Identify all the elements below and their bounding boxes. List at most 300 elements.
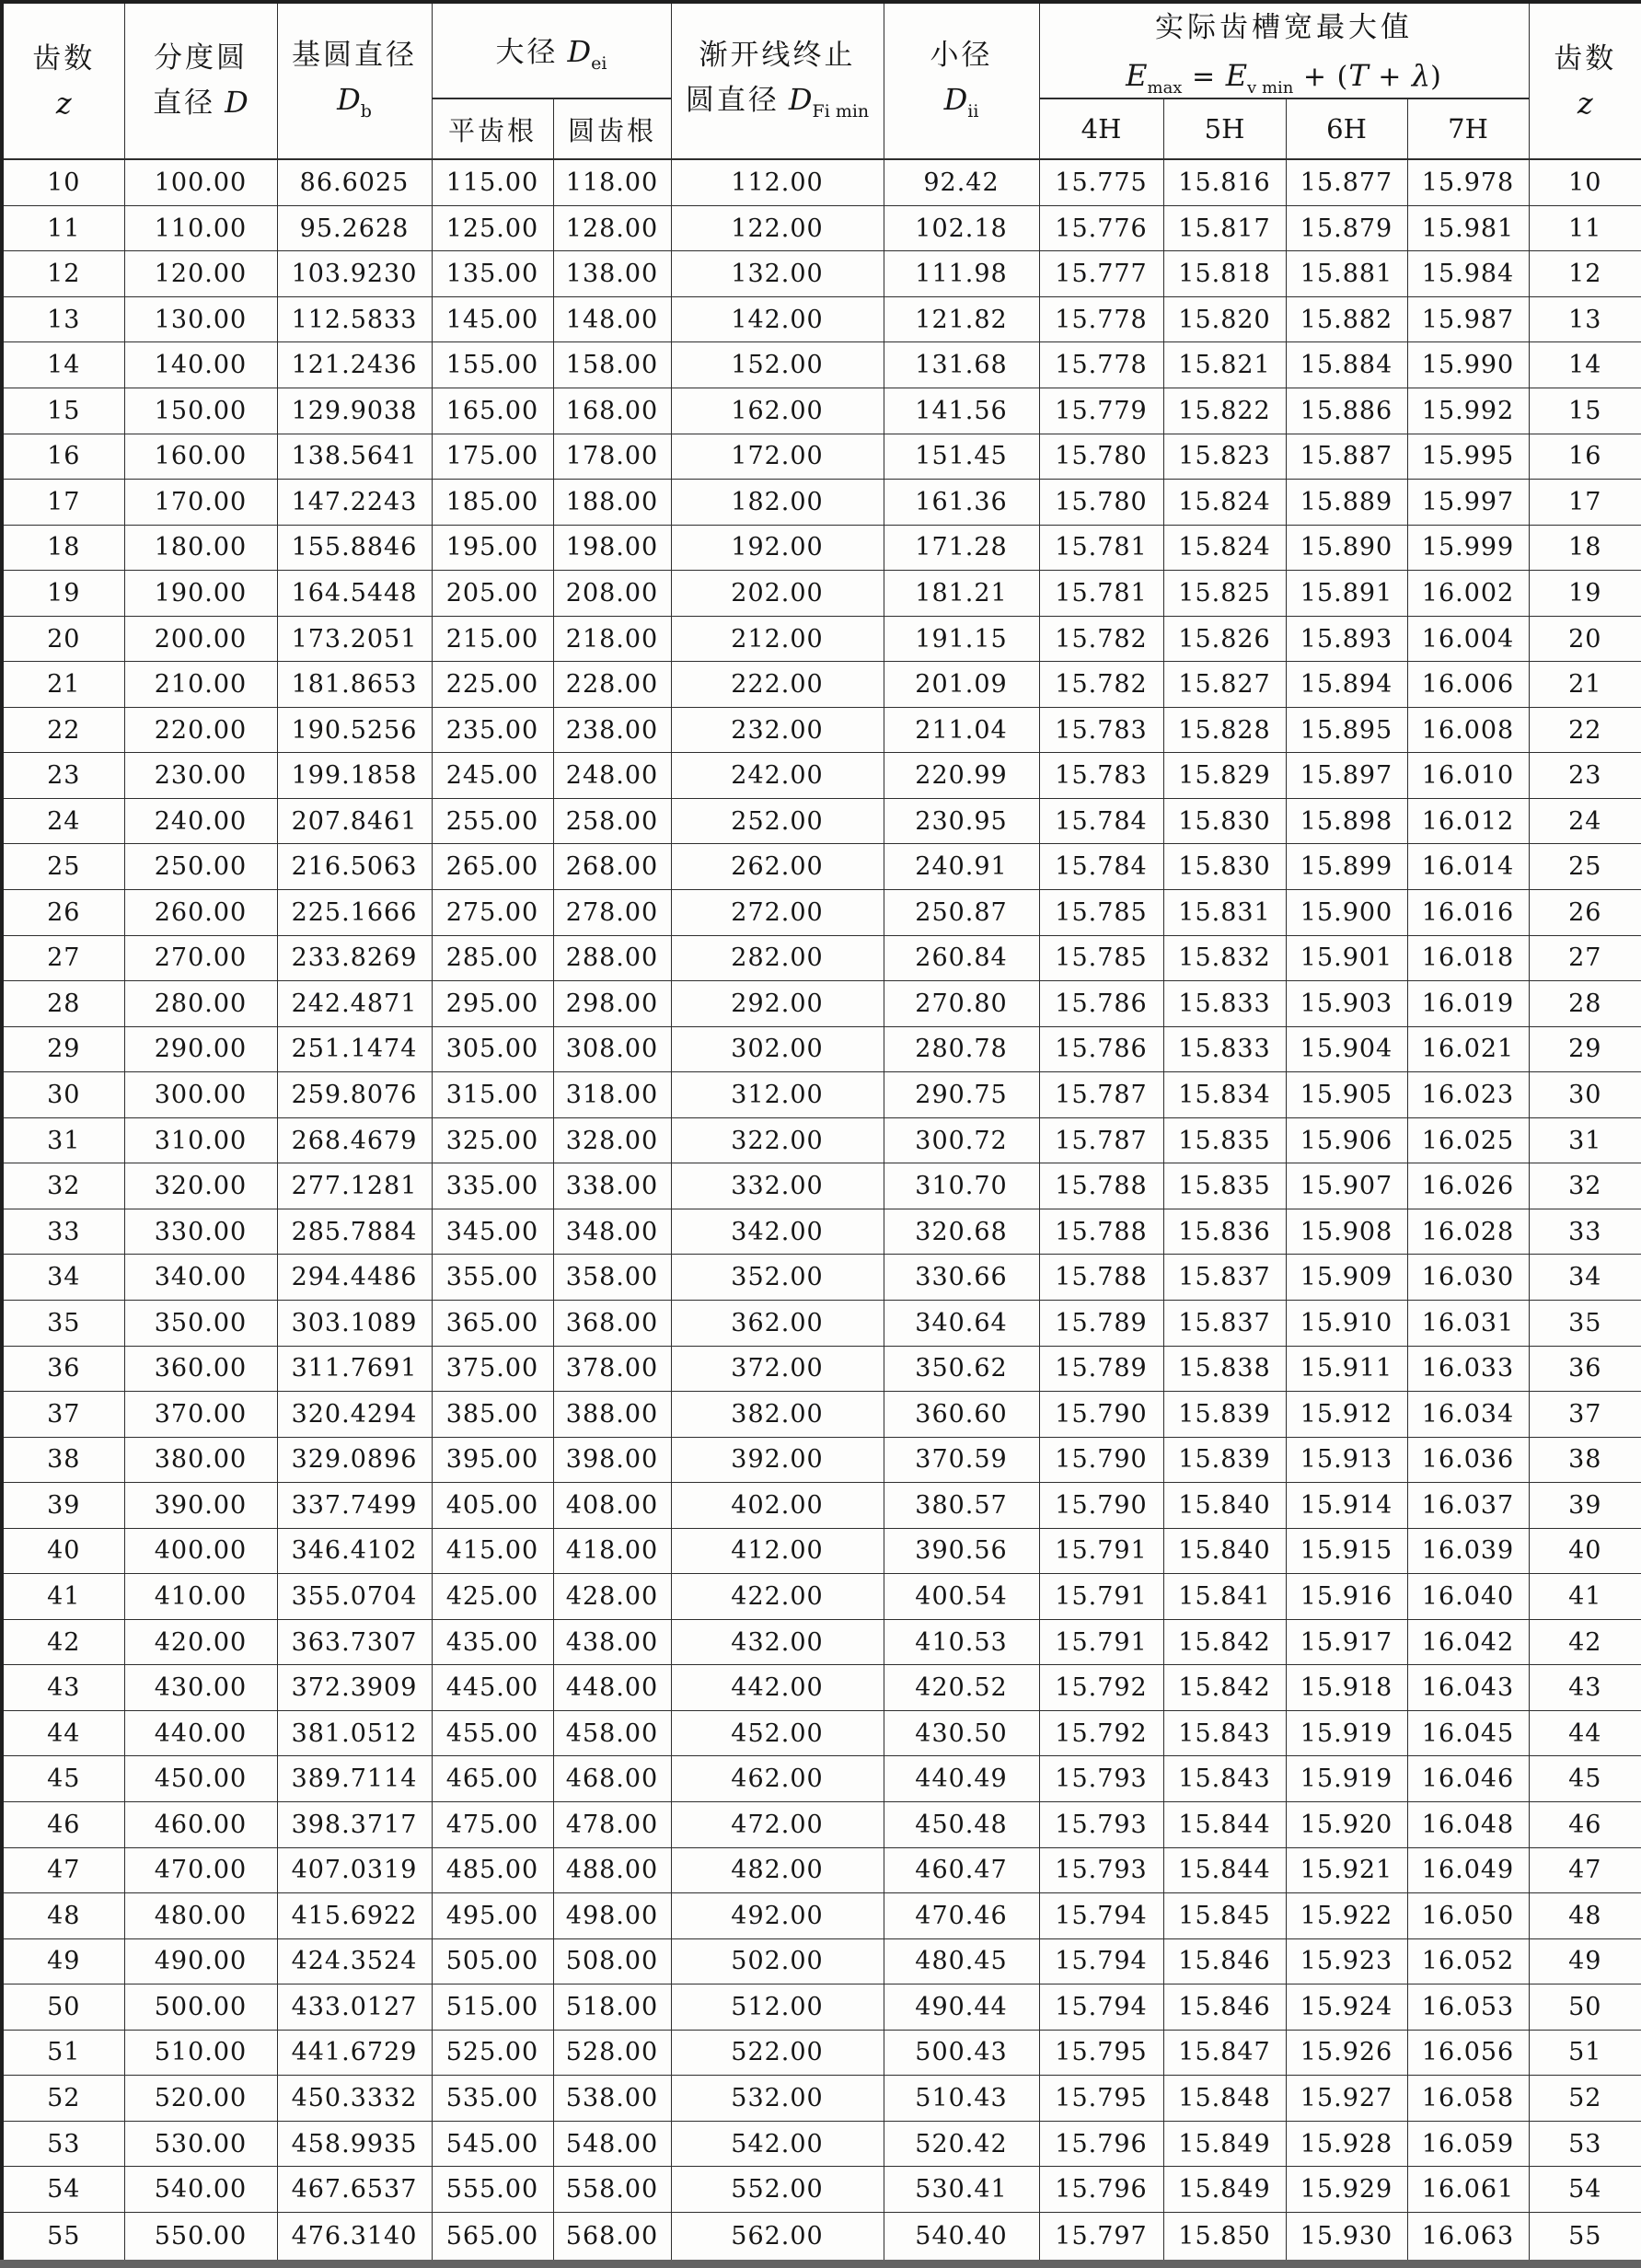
- cell-teeth-count-right: 41: [1529, 1574, 1641, 1620]
- pitch-diameter-line2: 直径: [153, 87, 216, 120]
- cell-major-round-root: 348.00: [553, 1209, 671, 1255]
- cell-slot-width-6h: 15.894: [1286, 662, 1407, 708]
- cell-slot-width-4h: 15.784: [1039, 844, 1163, 890]
- slot-width-formula: [1040, 58, 1529, 98]
- cell-base-diameter: 95.2628: [277, 205, 432, 251]
- cell-minor-diameter: 290.75: [884, 1072, 1039, 1118]
- cell-pitch-diameter: 310.00: [124, 1117, 277, 1163]
- cell-slot-width-5h: 15.850: [1163, 2212, 1286, 2263]
- involute-end-subscript: Fi min: [812, 101, 870, 122]
- cell-pitch-diameter: 350.00: [124, 1300, 277, 1346]
- cell-slot-width-4h: 15.793: [1039, 1756, 1163, 1802]
- cell-minor-diameter: 470.46: [884, 1893, 1039, 1939]
- cell-major-round-root: 378.00: [553, 1346, 671, 1392]
- cell-slot-width-7h: 16.033: [1407, 1346, 1529, 1392]
- cell-minor-diameter: 310.70: [884, 1163, 1039, 1209]
- table-row: [2, 1163, 1641, 1209]
- table-row: [2, 2167, 1641, 2213]
- cell-teeth-count-left: 17: [2, 480, 124, 526]
- cell-teeth-count-right: 30: [1529, 1072, 1641, 1118]
- cell-slot-width-4h: 15.796: [1039, 2167, 1163, 2213]
- cell-pitch-diameter: 490.00: [124, 1938, 277, 1984]
- cell-teeth-count-right: 46: [1529, 1801, 1641, 1847]
- cell-slot-width-6h: 15.911: [1286, 1346, 1407, 1392]
- cell-slot-width-6h: 15.903: [1286, 981, 1407, 1027]
- minor-diameter-symbol: D: [943, 82, 968, 117]
- cell-base-diameter: 415.6922: [277, 1893, 432, 1939]
- cell-slot-width-4h: 15.793: [1039, 1847, 1163, 1893]
- formula-lhs: E: [1126, 58, 1148, 93]
- table-row: [2, 798, 1641, 844]
- cell-teeth-count-left: 22: [2, 707, 124, 753]
- table-row: [2, 616, 1641, 662]
- cell-slot-width-7h: 16.040: [1407, 1574, 1529, 1620]
- cell-slot-width-7h: 16.061: [1407, 2167, 1529, 2213]
- table-row: [2, 434, 1641, 480]
- cell-involute-end-diameter: 382.00: [671, 1392, 884, 1438]
- cell-slot-width-7h: 16.016: [1407, 890, 1529, 936]
- cell-involute-end-diameter: 562.00: [671, 2212, 884, 2263]
- cell-teeth-count-left: 21: [2, 662, 124, 708]
- cell-major-round-root: 468.00: [553, 1756, 671, 1802]
- cell-minor-diameter: 270.80: [884, 981, 1039, 1027]
- formula-rhs-sub: v min: [1247, 78, 1294, 98]
- cell-base-diameter: 112.5833: [277, 296, 432, 342]
- cell-slot-width-4h: 15.780: [1039, 480, 1163, 526]
- table-header: [2, 2, 1641, 159]
- cell-pitch-diameter: 420.00: [124, 1619, 277, 1665]
- cell-base-diameter: 381.0512: [277, 1710, 432, 1756]
- cell-major-flat-root: 245.00: [432, 753, 553, 799]
- cell-major-flat-root: 345.00: [432, 1209, 553, 1255]
- cell-slot-width-4h: 15.794: [1039, 1893, 1163, 1939]
- cell-slot-width-4h: 15.795: [1039, 2030, 1163, 2076]
- cell-major-flat-root: 395.00: [432, 1437, 553, 1483]
- cell-slot-width-5h: 15.849: [1163, 2167, 1286, 2213]
- table-row: [2, 1619, 1641, 1665]
- cell-teeth-count-right: 42: [1529, 1619, 1641, 1665]
- cell-minor-diameter: 360.60: [884, 1392, 1039, 1438]
- cell-teeth-count-right: 25: [1529, 844, 1641, 890]
- base-diameter-subscript: b: [360, 101, 372, 122]
- cell-involute-end-diameter: 372.00: [671, 1346, 884, 1392]
- cell-slot-width-5h: 15.820: [1163, 296, 1286, 342]
- cell-teeth-count-left: 16: [2, 434, 124, 480]
- cell-slot-width-6h: 15.918: [1286, 1665, 1407, 1711]
- table-row: [2, 1483, 1641, 1529]
- cell-slot-width-6h: 15.893: [1286, 616, 1407, 662]
- table-row: [2, 1072, 1641, 1118]
- header-round-root: 圆齿根: [553, 98, 671, 159]
- cell-minor-diameter: 250.87: [884, 890, 1039, 936]
- cell-involute-end-diameter: 282.00: [671, 935, 884, 981]
- cell-slot-width-4h: 15.781: [1039, 525, 1163, 571]
- cell-pitch-diameter: 240.00: [124, 798, 277, 844]
- cell-major-round-root: 508.00: [553, 1938, 671, 1984]
- cell-involute-end-diameter: 212.00: [671, 616, 884, 662]
- cell-minor-diameter: 161.36: [884, 480, 1039, 526]
- cell-minor-diameter: 490.44: [884, 1984, 1039, 2031]
- minor-diameter-subscript: ii: [967, 101, 979, 122]
- cell-teeth-count-right: 14: [1529, 342, 1641, 388]
- cell-base-diameter: 216.5063: [277, 844, 432, 890]
- cell-teeth-count-right: 55: [1529, 2212, 1641, 2263]
- formula-t: T: [1348, 58, 1369, 93]
- cell-teeth-count-left: 53: [2, 2121, 124, 2167]
- cell-base-diameter: 103.9230: [277, 251, 432, 297]
- cell-slot-width-7h: 15.995: [1407, 434, 1529, 480]
- cell-minor-diameter: 440.49: [884, 1756, 1039, 1802]
- cell-major-flat-root: 305.00: [432, 1026, 553, 1072]
- cell-teeth-count-left: 41: [2, 1574, 124, 1620]
- cell-involute-end-diameter: 402.00: [671, 1483, 884, 1529]
- cell-major-round-root: 138.00: [553, 251, 671, 297]
- table-row: [2, 1893, 1641, 1939]
- cell-teeth-count-right: 48: [1529, 1893, 1641, 1939]
- cell-teeth-count-left: 50: [2, 1984, 124, 2031]
- cell-slot-width-6h: 15.907: [1286, 1163, 1407, 1209]
- cell-pitch-diameter: 370.00: [124, 1392, 277, 1438]
- cell-major-round-root: 188.00: [553, 480, 671, 526]
- formula-equals: =: [1192, 61, 1217, 93]
- cell-teeth-count-right: 35: [1529, 1300, 1641, 1346]
- cell-teeth-count-left: 13: [2, 296, 124, 342]
- cell-slot-width-7h: 16.063: [1407, 2212, 1529, 2263]
- cell-teeth-count-left: 34: [2, 1255, 124, 1301]
- table-row: [2, 1392, 1641, 1438]
- cell-teeth-count-right: 18: [1529, 525, 1641, 571]
- cell-minor-diameter: 540.40: [884, 2212, 1039, 2263]
- cell-slot-width-7h: 15.992: [1407, 388, 1529, 434]
- cell-slot-width-5h: 15.823: [1163, 434, 1286, 480]
- cell-minor-diameter: 220.99: [884, 753, 1039, 799]
- cell-slot-width-7h: 16.006: [1407, 662, 1529, 708]
- table-row: [2, 890, 1641, 936]
- cell-slot-width-5h: 15.830: [1163, 844, 1286, 890]
- cell-major-flat-root: 265.00: [432, 844, 553, 890]
- cell-slot-width-6h: 15.882: [1286, 296, 1407, 342]
- cell-base-diameter: 164.5448: [277, 571, 432, 617]
- cell-teeth-count-right: 37: [1529, 1392, 1641, 1438]
- cell-major-flat-root: 375.00: [432, 1346, 553, 1392]
- cell-major-flat-root: 505.00: [432, 1938, 553, 1984]
- cell-major-round-root: 358.00: [553, 1255, 671, 1301]
- cell-minor-diameter: 400.54: [884, 1574, 1039, 1620]
- cell-major-flat-root: 255.00: [432, 798, 553, 844]
- cell-major-flat-root: 145.00: [432, 296, 553, 342]
- cell-slot-width-4h: 15.796: [1039, 2121, 1163, 2167]
- cell-pitch-diameter: 300.00: [124, 1072, 277, 1118]
- cell-slot-width-7h: 16.049: [1407, 1847, 1529, 1893]
- cell-major-flat-root: 235.00: [432, 707, 553, 753]
- cell-involute-end-diameter: 132.00: [671, 251, 884, 297]
- table-row: [2, 1938, 1641, 1984]
- cell-major-flat-root: 295.00: [432, 981, 553, 1027]
- major-diameter-label: 大径: [495, 35, 559, 69]
- cell-slot-width-5h: 15.829: [1163, 753, 1286, 799]
- cell-major-round-root: 118.00: [553, 159, 671, 205]
- cell-slot-width-5h: 15.844: [1163, 1801, 1286, 1847]
- cell-major-flat-root: 495.00: [432, 1893, 553, 1939]
- cell-involute-end-diameter: 392.00: [671, 1437, 884, 1483]
- cell-slot-width-4h: 15.792: [1039, 1710, 1163, 1756]
- cell-base-diameter: 346.4102: [277, 1528, 432, 1574]
- cell-pitch-diameter: 450.00: [124, 1756, 277, 1802]
- cell-minor-diameter: 280.78: [884, 1026, 1039, 1072]
- cell-slot-width-4h: 15.777: [1039, 251, 1163, 297]
- table-row: [2, 753, 1641, 799]
- cell-slot-width-7h: 16.018: [1407, 935, 1529, 981]
- cell-teeth-count-right: 16: [1529, 434, 1641, 480]
- cell-slot-width-5h: 15.816: [1163, 159, 1286, 205]
- cell-slot-width-4h: 15.797: [1039, 2212, 1163, 2263]
- cell-minor-diameter: 510.43: [884, 2076, 1039, 2122]
- cell-slot-width-4h: 15.785: [1039, 935, 1163, 981]
- cell-minor-diameter: 530.41: [884, 2167, 1039, 2213]
- cell-slot-width-7h: 16.036: [1407, 1437, 1529, 1483]
- cell-slot-width-7h: 16.037: [1407, 1483, 1529, 1529]
- cell-pitch-diameter: 170.00: [124, 480, 277, 526]
- cell-major-round-root: 398.00: [553, 1437, 671, 1483]
- header-pitch-diameter: [124, 2, 277, 159]
- table-row: [2, 525, 1641, 571]
- cell-pitch-diameter: 210.00: [124, 662, 277, 708]
- cell-teeth-count-left: 20: [2, 616, 124, 662]
- cell-base-diameter: 458.9935: [277, 2121, 432, 2167]
- table-row: [2, 1801, 1641, 1847]
- cell-slot-width-4h: 15.786: [1039, 981, 1163, 1027]
- cell-slot-width-6h: 15.906: [1286, 1117, 1407, 1163]
- cell-involute-end-diameter: 192.00: [671, 525, 884, 571]
- cell-major-flat-root: 385.00: [432, 1392, 553, 1438]
- cell-slot-width-5h: 15.837: [1163, 1255, 1286, 1301]
- cell-pitch-diameter: 390.00: [124, 1483, 277, 1529]
- cell-teeth-count-left: 36: [2, 1346, 124, 1392]
- cell-teeth-count-left: 37: [2, 1392, 124, 1438]
- table-row: [2, 1847, 1641, 1893]
- cell-minor-diameter: 520.42: [884, 2121, 1039, 2167]
- cell-slot-width-7h: 16.045: [1407, 1710, 1529, 1756]
- cell-minor-diameter: 131.68: [884, 342, 1039, 388]
- cell-minor-diameter: 390.56: [884, 1528, 1039, 1574]
- cell-major-round-root: 488.00: [553, 1847, 671, 1893]
- cell-base-diameter: 207.8461: [277, 798, 432, 844]
- cell-pitch-diameter: 330.00: [124, 1209, 277, 1255]
- teeth-count-right-symbol: z: [1577, 85, 1593, 121]
- cell-teeth-count-right: 24: [1529, 798, 1641, 844]
- header-flat-root: 平齿根: [432, 98, 553, 159]
- header-grade-5h: 5H: [1163, 98, 1286, 159]
- cell-slot-width-7h: 16.034: [1407, 1392, 1529, 1438]
- cell-major-flat-root: 225.00: [432, 662, 553, 708]
- cell-pitch-diameter: 250.00: [124, 844, 277, 890]
- cell-pitch-diameter: 220.00: [124, 707, 277, 753]
- cell-major-flat-root: 325.00: [432, 1117, 553, 1163]
- cell-slot-width-4h: 15.782: [1039, 616, 1163, 662]
- cell-teeth-count-left: 27: [2, 935, 124, 981]
- cell-slot-width-5h: 15.844: [1163, 1847, 1286, 1893]
- cell-slot-width-4h: 15.792: [1039, 1665, 1163, 1711]
- cell-slot-width-4h: 15.781: [1039, 571, 1163, 617]
- cell-base-diameter: 242.4871: [277, 981, 432, 1027]
- header-grade-6h: 6H: [1286, 98, 1407, 159]
- cell-pitch-diameter: 400.00: [124, 1528, 277, 1574]
- cell-slot-width-5h: 15.846: [1163, 1938, 1286, 1984]
- table-row: [2, 1117, 1641, 1163]
- cell-major-flat-root: 555.00: [432, 2167, 553, 2213]
- cell-base-diameter: 311.7691: [277, 1346, 432, 1392]
- cell-major-flat-root: 485.00: [432, 1847, 553, 1893]
- cell-slot-width-5h: 15.834: [1163, 1072, 1286, 1118]
- cell-slot-width-6h: 15.881: [1286, 251, 1407, 297]
- cell-slot-width-5h: 15.846: [1163, 1984, 1286, 2031]
- cell-slot-width-6h: 15.879: [1286, 205, 1407, 251]
- cell-involute-end-diameter: 262.00: [671, 844, 884, 890]
- cell-involute-end-diameter: 292.00: [671, 981, 884, 1027]
- cell-slot-width-5h: 15.845: [1163, 1893, 1286, 1939]
- cell-minor-diameter: 141.56: [884, 388, 1039, 434]
- cell-slot-width-6h: 15.884: [1286, 342, 1407, 388]
- cell-slot-width-7h: 15.990: [1407, 342, 1529, 388]
- cell-slot-width-5h: 15.817: [1163, 205, 1286, 251]
- cell-base-diameter: 285.7884: [277, 1209, 432, 1255]
- cell-slot-width-4h: 15.787: [1039, 1117, 1163, 1163]
- cell-major-round-root: 368.00: [553, 1300, 671, 1346]
- cell-slot-width-4h: 15.788: [1039, 1163, 1163, 1209]
- cell-slot-width-6h: 15.930: [1286, 2212, 1407, 2263]
- cell-pitch-diameter: 500.00: [124, 1984, 277, 2031]
- cell-pitch-diameter: 280.00: [124, 981, 277, 1027]
- cell-pitch-diameter: 290.00: [124, 1026, 277, 1072]
- cell-slot-width-7h: 16.031: [1407, 1300, 1529, 1346]
- cell-base-diameter: 389.7114: [277, 1756, 432, 1802]
- cell-slot-width-6h: 15.926: [1286, 2030, 1407, 2076]
- cell-base-diameter: 433.0127: [277, 1984, 432, 2031]
- cell-slot-width-4h: 15.788: [1039, 1255, 1163, 1301]
- cell-base-diameter: 129.9038: [277, 388, 432, 434]
- cell-base-diameter: 303.1089: [277, 1300, 432, 1346]
- cell-teeth-count-right: 47: [1529, 1847, 1641, 1893]
- cell-slot-width-7h: 16.048: [1407, 1801, 1529, 1847]
- cell-slot-width-6h: 15.898: [1286, 798, 1407, 844]
- cell-slot-width-6h: 15.900: [1286, 890, 1407, 936]
- cell-major-flat-root: 155.00: [432, 342, 553, 388]
- cell-minor-diameter: 460.47: [884, 1847, 1039, 1893]
- cell-slot-width-6h: 15.909: [1286, 1255, 1407, 1301]
- cell-slot-width-7h: 16.002: [1407, 571, 1529, 617]
- cell-involute-end-diameter: 272.00: [671, 890, 884, 936]
- cell-slot-width-5h: 15.830: [1163, 798, 1286, 844]
- cell-base-diameter: 372.3909: [277, 1665, 432, 1711]
- cell-slot-width-7h: 16.058: [1407, 2076, 1529, 2122]
- cell-slot-width-5h: 15.837: [1163, 1300, 1286, 1346]
- cell-slot-width-4h: 15.782: [1039, 662, 1163, 708]
- cell-teeth-count-right: 19: [1529, 571, 1641, 617]
- cell-slot-width-4h: 15.789: [1039, 1300, 1163, 1346]
- cell-teeth-count-right: 51: [1529, 2030, 1641, 2076]
- cell-slot-width-7h: 16.042: [1407, 1619, 1529, 1665]
- header-grade-4h: 4H: [1039, 98, 1163, 159]
- table-row: [2, 1255, 1641, 1301]
- cell-involute-end-diameter: 202.00: [671, 571, 884, 617]
- cell-minor-diameter: 410.53: [884, 1619, 1039, 1665]
- cell-major-round-root: 218.00: [553, 616, 671, 662]
- cell-teeth-count-left: 18: [2, 525, 124, 571]
- cell-involute-end-diameter: 182.00: [671, 480, 884, 526]
- cell-major-flat-root: 335.00: [432, 1163, 553, 1209]
- cell-minor-diameter: 420.52: [884, 1665, 1039, 1711]
- cell-involute-end-diameter: 352.00: [671, 1255, 884, 1301]
- cell-base-diameter: 441.6729: [277, 2030, 432, 2076]
- cell-teeth-count-left: 45: [2, 1756, 124, 1802]
- cell-minor-diameter: 450.48: [884, 1801, 1039, 1847]
- cell-slot-width-4h: 15.786: [1039, 1026, 1163, 1072]
- cell-teeth-count-right: 36: [1529, 1346, 1641, 1392]
- cell-base-diameter: 251.1474: [277, 1026, 432, 1072]
- cell-slot-width-6h: 15.919: [1286, 1756, 1407, 1802]
- cell-teeth-count-right: 53: [1529, 2121, 1641, 2167]
- cell-minor-diameter: 370.59: [884, 1437, 1039, 1483]
- cell-major-round-root: 478.00: [553, 1801, 671, 1847]
- cell-pitch-diameter: 130.00: [124, 296, 277, 342]
- cell-teeth-count-left: 11: [2, 205, 124, 251]
- cell-minor-diameter: 480.45: [884, 1938, 1039, 1984]
- cell-major-flat-root: 545.00: [432, 2121, 553, 2167]
- cell-slot-width-6h: 15.897: [1286, 753, 1407, 799]
- cell-major-round-root: 198.00: [553, 525, 671, 571]
- cell-minor-diameter: 151.45: [884, 434, 1039, 480]
- cell-involute-end-diameter: 502.00: [671, 1938, 884, 1984]
- table-row: [2, 1665, 1641, 1711]
- cell-base-diameter: 268.4679: [277, 1117, 432, 1163]
- cell-involute-end-diameter: 422.00: [671, 1574, 884, 1620]
- cell-slot-width-7h: 16.050: [1407, 1893, 1529, 1939]
- cell-teeth-count-left: 48: [2, 1893, 124, 1939]
- cell-base-diameter: 424.3524: [277, 1938, 432, 1984]
- cell-slot-width-5h: 15.836: [1163, 1209, 1286, 1255]
- cell-slot-width-5h: 15.840: [1163, 1528, 1286, 1574]
- cell-major-flat-root: 525.00: [432, 2030, 553, 2076]
- cell-teeth-count-right: 21: [1529, 662, 1641, 708]
- cell-pitch-diameter: 460.00: [124, 1801, 277, 1847]
- cell-teeth-count-left: 31: [2, 1117, 124, 1163]
- cell-slot-width-5h: 15.848: [1163, 2076, 1286, 2122]
- cell-minor-diameter: 430.50: [884, 1710, 1039, 1756]
- header-minor-diameter: [884, 2, 1039, 159]
- cell-slot-width-7h: 16.059: [1407, 2121, 1529, 2167]
- cell-teeth-count-right: 28: [1529, 981, 1641, 1027]
- cell-minor-diameter: 121.82: [884, 296, 1039, 342]
- cell-involute-end-diameter: 342.00: [671, 1209, 884, 1255]
- header-grade-7h: 7H: [1407, 98, 1529, 159]
- cell-slot-width-5h: 15.825: [1163, 571, 1286, 617]
- cell-slot-width-7h: 15.997: [1407, 480, 1529, 526]
- cell-major-flat-root: 425.00: [432, 1574, 553, 1620]
- cell-pitch-diameter: 190.00: [124, 571, 277, 617]
- cell-slot-width-4h: 15.787: [1039, 1072, 1163, 1118]
- cell-base-diameter: 363.7307: [277, 1619, 432, 1665]
- cell-major-round-root: 418.00: [553, 1528, 671, 1574]
- cell-pitch-diameter: 150.00: [124, 388, 277, 434]
- cell-involute-end-diameter: 122.00: [671, 205, 884, 251]
- cell-involute-end-diameter: 472.00: [671, 1801, 884, 1847]
- cell-slot-width-7h: 16.026: [1407, 1163, 1529, 1209]
- cell-slot-width-7h: 16.043: [1407, 1665, 1529, 1711]
- cell-major-round-root: 548.00: [553, 2121, 671, 2167]
- cell-slot-width-7h: 15.999: [1407, 525, 1529, 571]
- cell-teeth-count-left: 26: [2, 890, 124, 936]
- cell-slot-width-5h: 15.839: [1163, 1437, 1286, 1483]
